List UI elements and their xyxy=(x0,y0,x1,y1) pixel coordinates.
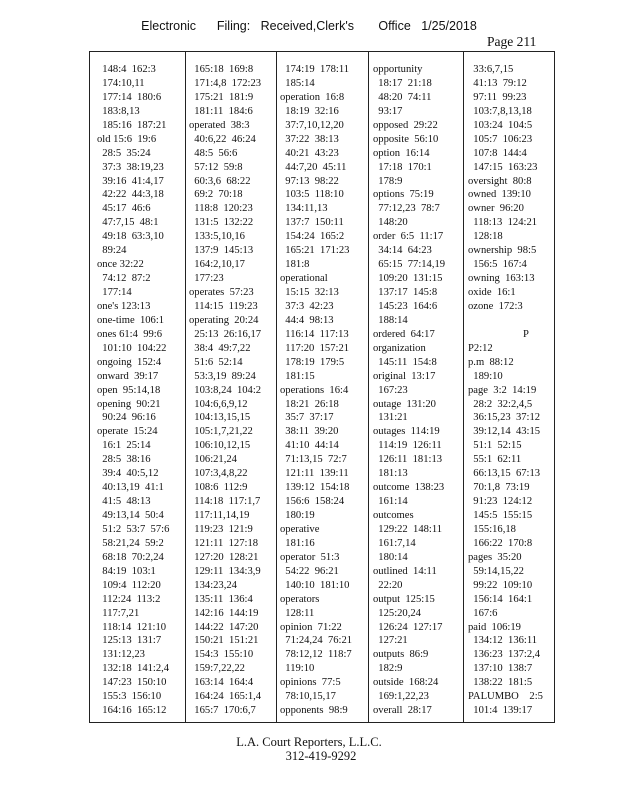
filing-stamp: Electronic Filing: Received,Clerk's Office 1/25/2018 xyxy=(141,19,477,33)
index-entry-line: 106:21,24 xyxy=(189,454,237,466)
index-entry-line: pages 35:20 xyxy=(468,551,522,563)
index-entry-line: 178:9 xyxy=(373,175,403,187)
index-entry-line: 51:6 52:14 xyxy=(189,356,243,368)
index-entry-line: ozone 172:3 xyxy=(468,300,523,312)
index-entry-line: 58:21,24 59:2 xyxy=(97,537,164,549)
index-entry-line: 177:14 xyxy=(97,287,132,298)
index-entry-line: 117:11,14,19 xyxy=(189,510,250,521)
index-entry-line: 69:2 70:18 xyxy=(189,189,243,201)
index-entry-line: 33:6,7,15 xyxy=(468,64,514,75)
index-entry-line: 163:14 164:4 xyxy=(189,677,254,689)
index-entry-line: 35:7 37:17 xyxy=(280,412,334,424)
index-entry-line: owner 96:20 xyxy=(468,203,524,215)
index-entry-line xyxy=(468,314,554,328)
index-entry-line: 107:8 144:4 xyxy=(468,147,527,159)
index-entry-line: 155:3 156:10 xyxy=(97,691,162,703)
index-entry-line: 90:24 96:16 xyxy=(97,412,156,424)
index-entry-line: 41:13 79:12 xyxy=(468,77,527,89)
index-entry-line: 44:4 98:13 xyxy=(280,314,334,326)
index-entry-line: 137:9 145:13 xyxy=(189,245,254,257)
index-entry-line: ownership 98:5 xyxy=(468,245,537,257)
index-entry-line: 104:6,6,9,12 xyxy=(189,398,248,410)
index-entry-line: 164:16 165:12 xyxy=(97,705,167,717)
index-entry-line: 165:18 169:8 xyxy=(189,64,254,75)
index-entry-line: 147:15 163:23 xyxy=(468,161,538,173)
index-entry-line: 105:7 106:23 xyxy=(468,133,533,145)
index-entry-line: opinion 71:22 xyxy=(280,621,342,633)
index-entry-line: 101:10 104:22 xyxy=(97,342,167,354)
index-entry-line: 138:22 181:5 xyxy=(468,677,533,689)
index-entry-line: 54:22 96:21 xyxy=(280,565,339,577)
index-entry-line: one-time 106:1 xyxy=(97,314,165,326)
index-entry-line: outputs 86:9 xyxy=(373,649,429,661)
index-entry-line: 128:18 xyxy=(468,231,503,243)
index-entry-line: 36:15,23 37:12 xyxy=(468,412,541,424)
index-entry-line: 174:19 178:11 xyxy=(280,64,350,75)
index-entry-line: 118:13 124:21 xyxy=(468,217,538,229)
index-entry-line: 183:8,13 xyxy=(97,105,140,117)
index-column-4 xyxy=(373,63,462,722)
index-entry-line: ordered 64:17 xyxy=(373,328,435,340)
index-entry-line: outside 168:24 xyxy=(373,677,439,689)
index-entry-line: 38:11 39:20 xyxy=(280,426,339,438)
index-entry-line: 169:1,22,23 xyxy=(373,691,429,703)
index-entry-line: oxide 16:1 xyxy=(468,287,516,298)
index-entry-line: 103:24 104:5 xyxy=(468,119,533,131)
index-entry-line: 180:14 xyxy=(373,551,408,563)
index-entry-line: organization xyxy=(373,342,426,354)
index-entry-line: 78:12,12 118:7 xyxy=(280,649,352,661)
index-entry-line: 142:16 144:19 xyxy=(189,607,259,619)
index-entry-line: 182:9 xyxy=(373,663,403,675)
index-entry-line: 84:19 103:1 xyxy=(97,565,156,577)
index-entry-line: 165:7 170:6,7 xyxy=(189,705,256,717)
index-entry-line: operate 15:24 xyxy=(97,426,158,438)
index-entry-line: 167:6 xyxy=(468,607,498,619)
index-entry-line: 177:23 xyxy=(189,273,224,285)
footer-company: L.A. Court Reporters, L.L.C. xyxy=(236,735,382,749)
index-entry-line: paid 106:19 xyxy=(468,621,521,633)
index-entry-line: 117:7,21 xyxy=(97,607,140,619)
index-entry-line: open 95:14,18 xyxy=(97,384,161,396)
index-entry-line: outages 114:19 xyxy=(373,426,440,438)
index-entry-line: 97:13 98:22 xyxy=(280,175,339,187)
index-entry-line: 57:12 59:8 xyxy=(189,161,243,173)
index-entry-line: 47:7,15 48:1 xyxy=(97,217,159,229)
index-entry-line: 112:24 113:2 xyxy=(97,593,161,605)
index-entry-line: 39:4 40:5,12 xyxy=(97,468,159,480)
index-entry-line: 78:10,15,17 xyxy=(280,691,336,703)
index-entry-line: 15:15 32:13 xyxy=(280,287,339,298)
index-entry-line: 25:13 26:16,17 xyxy=(189,328,262,340)
section-letter: P xyxy=(523,328,529,340)
index-entry-line: order 6:5 11:17 xyxy=(373,231,444,243)
index-entry-line: original 13:17 xyxy=(373,370,436,382)
index-entry-line: 93:17 xyxy=(373,105,403,117)
index-entry-line: 129:11 134:3,9 xyxy=(189,565,261,577)
index-entry-line: 103:8,24 104:2 xyxy=(189,384,262,396)
index-entry-line: 161:14 xyxy=(373,496,408,508)
index-entry-line: 121:11 127:18 xyxy=(189,537,259,549)
index-entry-line: 28:5 38:16 xyxy=(97,454,151,466)
index-entry-line: 156:5 167:4 xyxy=(468,259,527,271)
index-entry-line: opening 90:21 xyxy=(97,398,161,410)
index-entry-line: 121:11 139:11 xyxy=(280,468,349,480)
index-entry-line: oversight 80:8 xyxy=(468,175,532,187)
index-entry-line: 181:16 xyxy=(280,537,315,549)
index-entry-line: 66:13,15 67:13 xyxy=(468,468,541,480)
index-entry-line: operators xyxy=(280,593,320,605)
index-entry-line: operations 16:4 xyxy=(280,384,349,396)
index-entry-line: operation 16:8 xyxy=(280,91,345,103)
index-entry-line: 147:23 150:10 xyxy=(97,677,167,689)
index-entry-line: 137:17 145:8 xyxy=(373,287,438,298)
index-entry-line: 65:15 77:14,19 xyxy=(373,259,446,271)
index-entry-line: one's 123:13 xyxy=(97,300,151,312)
index-entry-line: 103:5 118:10 xyxy=(280,189,344,201)
index-entry-line: 134:23,24 xyxy=(189,579,237,591)
index-entry-line: 181:8 xyxy=(280,259,310,271)
index-entry-line: 181:13 xyxy=(373,468,408,480)
column-divider xyxy=(185,52,186,722)
index-entry-line: 135:11 136:4 xyxy=(189,593,253,605)
index-entry-line: opponents 98:9 xyxy=(280,705,348,717)
word-index-table xyxy=(89,51,555,723)
index-entry-line: 37:7,10,12,20 xyxy=(280,119,344,131)
index-entry-line: 18:21 26:18 xyxy=(280,398,339,410)
index-entry-line: operates 57:23 xyxy=(189,287,254,298)
index-entry-line: 137:7 150:11 xyxy=(280,217,344,229)
index-entry-line: 60:3,6 68:22 xyxy=(189,175,251,187)
index-entry-line: 77:12,23 78:7 xyxy=(373,203,440,215)
index-entry-line: 51:1 52:15 xyxy=(468,440,522,452)
index-entry-line: opposite 56:10 xyxy=(373,133,439,145)
index-entry-line: operative xyxy=(280,523,320,535)
index-entry-line: 18:17 21:18 xyxy=(373,77,432,89)
index-entry-line: 28:5 35:24 xyxy=(97,147,151,159)
index-entry-line: opposed 29:22 xyxy=(373,119,438,131)
index-entry-line: 18:19 32:16 xyxy=(280,105,339,117)
index-entry-line: 89:24 xyxy=(97,245,127,257)
index-entry-line: 44:7,20 45:11 xyxy=(280,161,347,173)
index-entry-line: 136:23 137:2,4 xyxy=(468,649,541,661)
index-entry-line: 125:20,24 xyxy=(373,607,421,619)
index-entry-line: 101:4 139:17 xyxy=(468,705,533,717)
index-entry-line: 34:14 64:23 xyxy=(373,245,432,257)
index-entry-line: 107:3,4,8,22 xyxy=(189,468,248,480)
index-entry-line: 148:20 xyxy=(373,217,408,229)
index-entry-line: 165:21 171:23 xyxy=(280,245,350,257)
index-entry-line: 108:6 112:9 xyxy=(189,482,248,494)
index-entry-line: 164:24 165:1,4 xyxy=(189,691,262,703)
index-entry-line: 140:10 181:10 xyxy=(280,579,350,591)
index-entry-line: outcomes xyxy=(373,510,414,521)
index-entry-line: 119:10 xyxy=(280,663,315,675)
index-entry-line: opportunity xyxy=(373,64,423,75)
index-entry-line: 104:13,15,15 xyxy=(189,412,251,424)
index-entry-line: 134:12 136:11 xyxy=(468,635,538,647)
index-entry-line: 114:19 126:11 xyxy=(373,440,442,452)
index-entry-line: 145:11 154:8 xyxy=(373,356,437,368)
index-entry-line: 148:4 162:3 xyxy=(97,64,156,75)
index-entry-line: 159:7,22,22 xyxy=(189,663,245,675)
index-entry-line: 37:3 42:23 xyxy=(280,300,334,312)
index-entry-line: 178:19 179:5 xyxy=(280,356,345,368)
index-entry-line: 106:10,12,15 xyxy=(189,440,251,452)
index-entry-line: 131:12,23 xyxy=(97,649,145,661)
index-entry-line: outcome 138:23 xyxy=(373,482,445,494)
index-entry-line: 128:11 xyxy=(280,607,315,619)
index-entry-line: 180:19 xyxy=(280,510,315,521)
index-entry-line: 181:11 184:6 xyxy=(189,105,253,117)
index-entry-line: 167:23 xyxy=(373,384,408,396)
index-entry-line: 185:14 xyxy=(280,77,315,89)
index-entry-line: options 75:19 xyxy=(373,189,434,201)
index-entry-line: 131:21 xyxy=(373,412,408,424)
index-entry-line: 126:24 127:17 xyxy=(373,621,443,633)
index-entry-line: 40:13,19 41:1 xyxy=(97,482,164,494)
index-entry-line: 17:18 170:1 xyxy=(373,161,432,173)
page-number: Page 211 xyxy=(487,34,537,49)
index-entry-line: 51:2 53:7 57:6 xyxy=(97,523,170,535)
index-column-3 xyxy=(280,63,367,722)
index-entry-line: 175:21 181:9 xyxy=(189,91,254,103)
index-entry-line: 53:3,19 89:24 xyxy=(189,370,256,382)
index-entry-line: 117:20 157:21 xyxy=(280,342,350,354)
index-entry-line: 22:20 xyxy=(373,579,403,591)
column-divider xyxy=(368,52,369,722)
index-entry-line: owned 139:10 xyxy=(468,189,531,201)
index-entry-line: operator 51:3 xyxy=(280,551,340,563)
index-entry-line: old 15:6 19:6 xyxy=(97,133,157,145)
index-entry-line: 189:10 xyxy=(468,370,503,382)
index-entry-line: 150:21 151:21 xyxy=(189,635,259,647)
index-entry-line: 37:3 38:19,23 xyxy=(97,161,164,173)
index-entry-line: 114:15 119:23 xyxy=(189,300,258,312)
index-entry-line: operating 20:24 xyxy=(189,314,259,326)
index-entry-line: 129:22 148:11 xyxy=(373,523,443,535)
index-entry-line: 99:22 109:10 xyxy=(468,579,533,591)
index-entry-line: 171:4,8 172:23 xyxy=(189,77,262,89)
column-divider xyxy=(276,52,277,722)
index-entry-line: 41:5 48:13 xyxy=(97,496,151,508)
index-entry-line: onward 39:17 xyxy=(97,370,159,382)
footer-phone: 312-419-9292 xyxy=(285,749,357,763)
index-entry-line: 137:10 138:7 xyxy=(468,663,533,675)
index-entry-line: page 3:2 14:19 xyxy=(468,384,537,396)
index-entry-line: P2:12 xyxy=(468,342,493,354)
index-entry-line: 16:1 25:14 xyxy=(97,440,151,452)
index-entry-line: 105:1,7,21,22 xyxy=(189,426,253,438)
index-entry-line: 109:20 131:15 xyxy=(373,273,443,285)
index-entry-line: outlined 14:11 xyxy=(373,565,437,577)
index-entry-line: 127:20 128:21 xyxy=(189,551,259,563)
index-entry-line: 38:4 49:7,22 xyxy=(189,342,251,354)
index-entry-line: 139:12 154:18 xyxy=(280,482,350,494)
index-entry-line: ones 61:4 99:6 xyxy=(97,328,163,340)
index-entry-line: 161:7,14 xyxy=(373,537,416,549)
index-entry-line: 41:10 44:14 xyxy=(280,440,339,452)
index-entry-line: 144:22 147:20 xyxy=(189,621,259,633)
index-entry-line: 55:1 62:11 xyxy=(468,454,522,466)
index-entry-line: 125:13 131:7 xyxy=(97,635,162,647)
index-entry-line: 131:5 132:22 xyxy=(189,217,254,229)
index-entry-line: 74:12 87:2 xyxy=(97,273,151,285)
index-entry-line: 39:12,14 43:15 xyxy=(468,426,541,438)
index-entry-line: owning 163:13 xyxy=(468,273,535,285)
index-entry-line: 119:23 121:9 xyxy=(189,523,253,535)
index-entry-line: outage 131:20 xyxy=(373,398,436,410)
index-entry-line: overall 28:17 xyxy=(373,705,432,717)
index-entry-line: 174:10,11 xyxy=(97,77,145,89)
index-entry-line: 154:24 165:2 xyxy=(280,231,345,243)
index-entry-line: 40:6,22 46:24 xyxy=(189,133,256,145)
index-entry-line: once 32:22 xyxy=(97,259,144,271)
index-entry-line: 91:23 124:12 xyxy=(468,496,533,508)
index-entry-line: p.m 88:12 xyxy=(468,356,514,368)
index-entry-line: 155:16,18 xyxy=(468,523,516,535)
index-column-1 xyxy=(97,63,183,722)
index-entry-line: 156:14 164:1 xyxy=(468,593,533,605)
index-entry-line: 118:14 121:10 xyxy=(97,621,167,633)
index-entry-line: 116:14 117:13 xyxy=(280,328,349,340)
index-entry-line: 181:15 xyxy=(280,370,315,382)
index-entry-line: 42:22 44:3,18 xyxy=(97,189,164,201)
index-entry-line: 145:5 155:15 xyxy=(468,510,533,521)
index-entry-line: operational xyxy=(280,273,328,285)
index-entry-line: 49:13,14 50:4 xyxy=(97,510,164,521)
index-entry-line: output 125:15 xyxy=(373,593,435,605)
index-entry-line: 114:18 117:1,7 xyxy=(189,496,261,508)
index-entry-line: 164:2,10,17 xyxy=(189,259,245,271)
index-entry-line: 109:4 112:20 xyxy=(97,579,161,591)
index-entry-line: 103:7,8,13,18 xyxy=(468,105,532,117)
index-entry-line: 59:14,15,22 xyxy=(468,565,524,577)
index-entry-line: 154:3 155:10 xyxy=(189,649,254,661)
index-entry-line: opinions 77:5 xyxy=(280,677,341,689)
index-entry-line: 68:18 70:2,24 xyxy=(97,551,164,563)
index-entry-line: 40:21 43:23 xyxy=(280,147,339,159)
index-entry-line: 70:1,8 73:19 xyxy=(468,482,530,494)
index-entry-line: 185:16 187:21 xyxy=(97,119,167,131)
index-entry-line: 126:11 181:13 xyxy=(373,454,443,466)
index-entry-line: 133:5,10,16 xyxy=(189,231,245,243)
index-entry-line: 177:14 180:6 xyxy=(97,91,162,103)
index-entry-line: 71:13,15 72:7 xyxy=(280,454,347,466)
index-entry-line: 166:22 170:8 xyxy=(468,537,533,549)
index-column-2 xyxy=(189,63,275,722)
column-divider xyxy=(463,52,464,722)
index-entry-line: 45:17 46:6 xyxy=(97,203,151,215)
index-entry-line: 127:21 xyxy=(373,635,408,647)
index-entry-line: 71:24,24 76:21 xyxy=(280,635,353,647)
index-entry-line: PALUMBO 2:5 xyxy=(468,691,543,703)
index-entry-line: 49:18 63:3,10 xyxy=(97,231,164,243)
index-entry-line: 37:22 38:13 xyxy=(280,133,339,145)
index-entry-line: 39:16 41:4,17 xyxy=(97,175,164,187)
index-entry-line: operated 38:3 xyxy=(189,119,250,131)
index-column-5 xyxy=(468,63,554,722)
index-entry-line: 48:5 56:6 xyxy=(189,147,238,159)
index-entry-line: 28:2 32:2,4,5 xyxy=(468,398,533,410)
index-entry-line: 97:11 99:23 xyxy=(468,91,527,103)
index-entry-line: 156:6 158:24 xyxy=(280,496,345,508)
index-entry-line: 118:8 120:23 xyxy=(189,203,253,215)
index-entry-line: option 16:14 xyxy=(373,147,430,159)
index-entry-line: 132:18 141:2,4 xyxy=(97,663,170,675)
index-entry-line: 134:11,13 xyxy=(280,203,328,215)
index-entry-line: 145:23 164:6 xyxy=(373,300,438,312)
index-entry-line: 188:14 xyxy=(373,314,408,326)
index-entry-line: 48:20 74:11 xyxy=(373,91,432,103)
index-entry-line: ongoing 152:4 xyxy=(97,356,162,368)
